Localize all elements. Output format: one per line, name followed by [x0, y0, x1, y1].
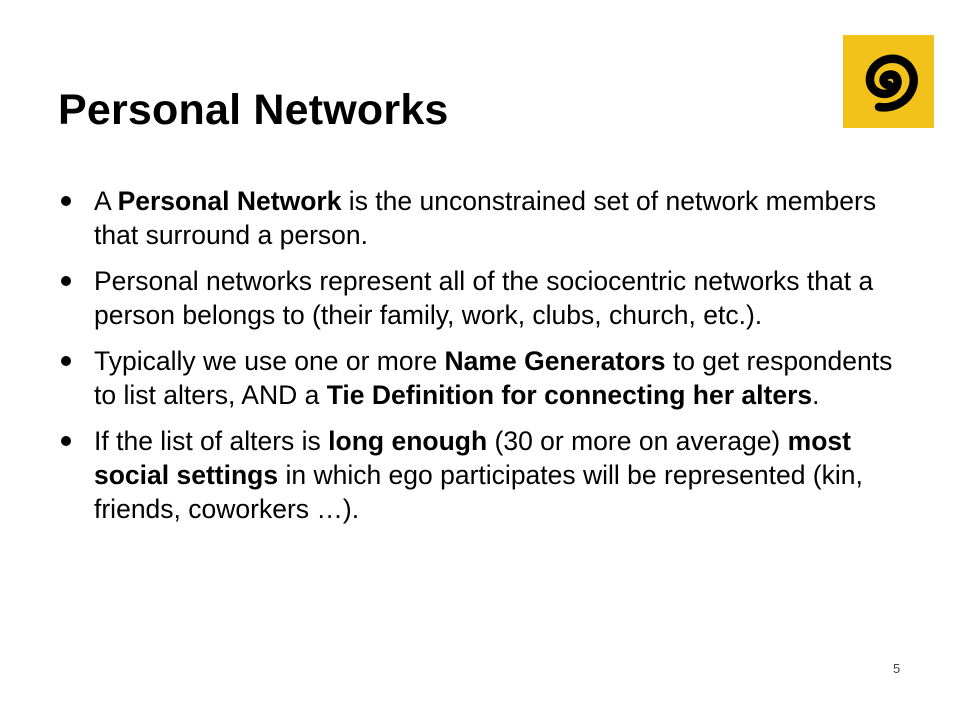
text-run: is the unconstrained set of network members that surround a person. — [94, 186, 877, 250]
spiral-icon — [843, 35, 934, 128]
text-run: (30 or more on average) — [487, 426, 788, 456]
bold-text: most social settings — [94, 426, 851, 490]
bullet-item — [58, 344, 918, 412]
bold-text: Tie Definition for connecting her alters — [326, 380, 813, 410]
text-run: A — [94, 186, 118, 216]
logo — [843, 35, 934, 128]
text-run: . — [812, 380, 820, 410]
text-run: Personal networks represent all of the sociocentric networks that a person belongs to (their family, work, clubs, church, etc.). — [94, 266, 874, 330]
bold-text: Personal Network — [117, 186, 342, 216]
bullet-list — [58, 184, 918, 538]
bullet-item — [58, 424, 918, 526]
bullet-item — [58, 264, 918, 332]
bold-text: Name Generators — [444, 346, 666, 376]
bold-text: long enough — [328, 426, 488, 456]
page-number: 5 — [893, 661, 901, 676]
text-run: Typically we use one or more — [94, 346, 445, 376]
bullet-item — [58, 184, 918, 252]
text-run: in which ego participates will be represented (kin, friends, coworkers …). — [94, 460, 863, 524]
text-run: to get respondents to list alters, AND a — [94, 346, 893, 410]
text-run: If the list of alters is — [94, 426, 329, 456]
slide-title: Personal Networks — [58, 86, 449, 134]
